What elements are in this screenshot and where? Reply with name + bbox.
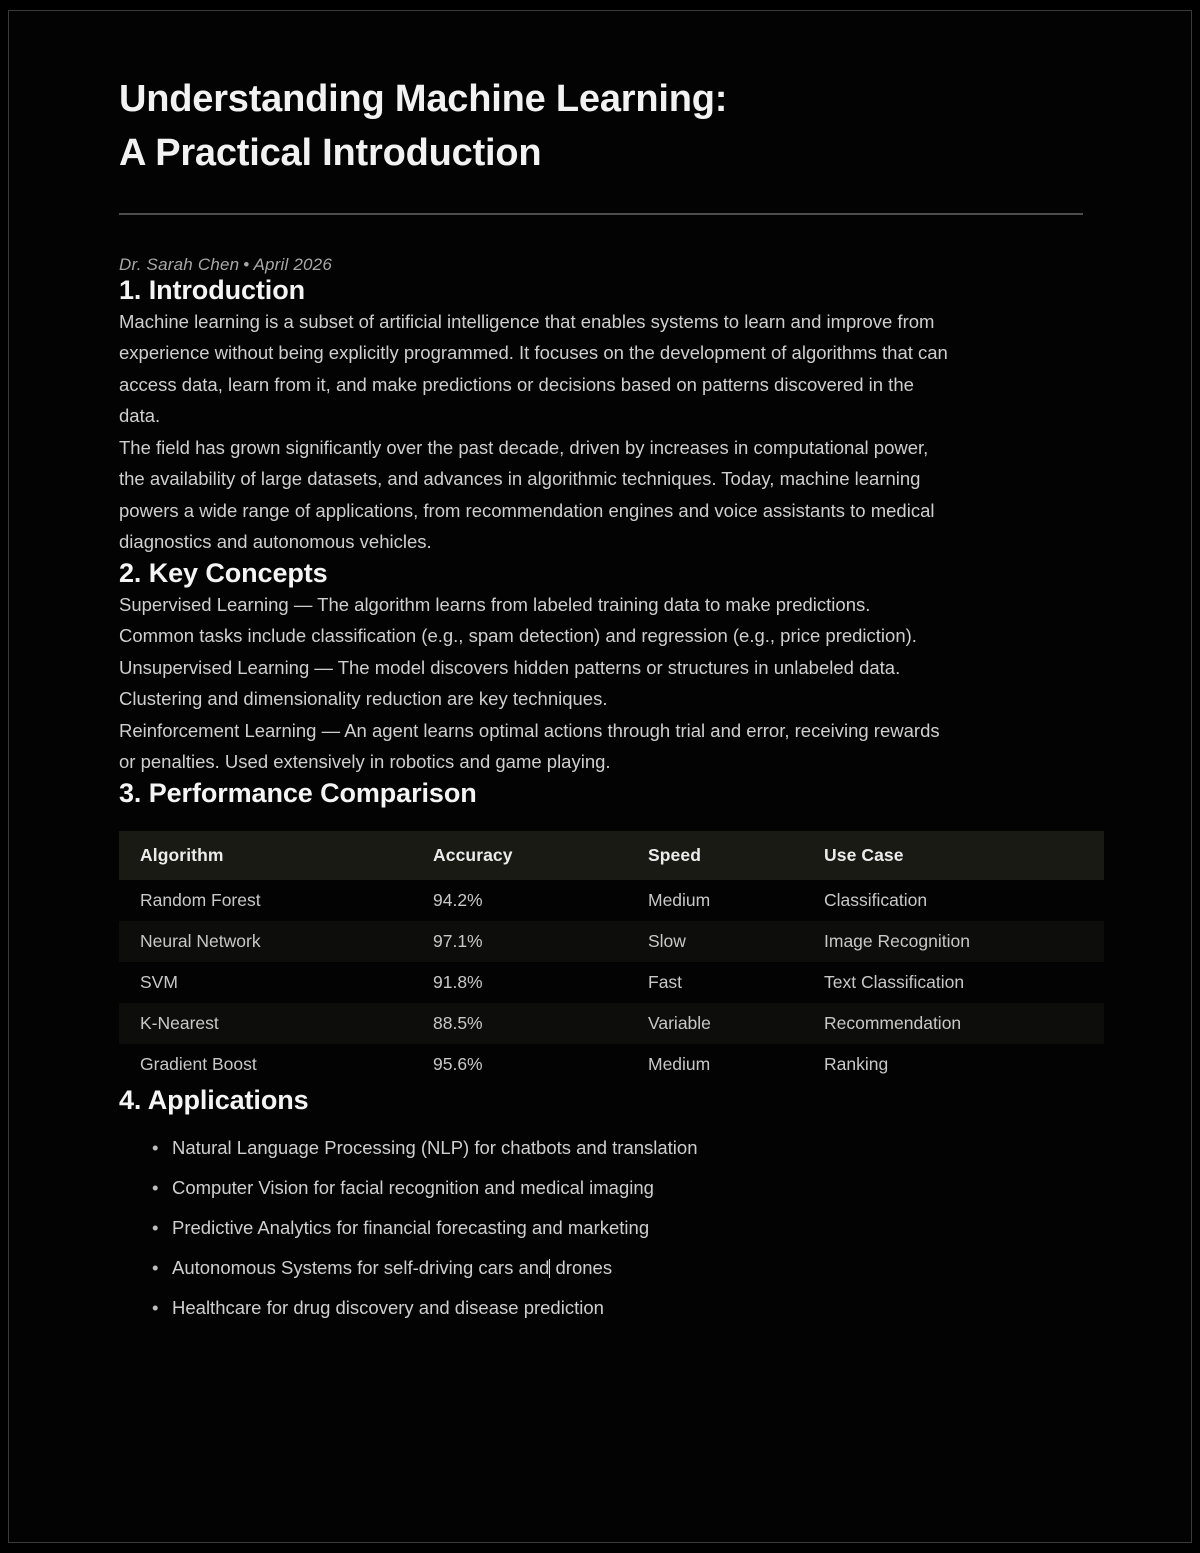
- table-row: [119, 962, 1104, 1003]
- cell-accuracy: 88.5%: [433, 1003, 648, 1044]
- table-header: [119, 831, 1104, 880]
- table-body: [119, 880, 1104, 1085]
- performance-table: [119, 831, 1104, 1085]
- concept-reinforcement-learning: Reinforcement Learning — An agent learns optimal actions through trial and error, receiving rewards or penalties. Used extensively in robotics and game playing.: [119, 719, 940, 773]
- table-column-header-algorithm: Algorithm: [119, 831, 433, 880]
- cell-use-case: Classification: [824, 889, 928, 910]
- table-column-header-accuracy: Accuracy: [433, 831, 648, 880]
- list-item-label: Computer Vision for facial recognition and medical imaging: [172, 1176, 654, 1198]
- table-header-row: [119, 831, 1104, 880]
- cell-algorithm: SVM: [140, 971, 178, 992]
- bullet-icon: •: [152, 1136, 159, 1158]
- concept-supervised-learning: Supervised Learning — The algorithm learns from labeled training data to make predictions. Common tasks include classification (e.g., spam detection) and regression (e.g., price prediction).: [119, 593, 917, 647]
- cell-accuracy: 94.2%: [433, 889, 483, 910]
- cell-accuracy: 91.8%: [433, 971, 483, 992]
- intro-paragraph-1: Machine learning is a subset of artificial intelligence that enables systems to learn and improve from experience without being explicitly programmed. It focuses on the development of algorithms that can access data, learn from it, and make predictions or decisions based on patterns discovered in the data.: [119, 310, 948, 427]
- table-column-header-speed: Speed: [648, 831, 824, 880]
- heading-introduction: 1. Introduction: [119, 274, 305, 305]
- list-item: [119, 1136, 1083, 1160]
- page-title-line-1: Understanding Machine Learning:: [119, 78, 728, 120]
- byline-date: April 2026: [253, 254, 332, 274]
- byline: [119, 255, 1083, 275]
- cell-algorithm: Random Forest: [140, 889, 261, 910]
- list-item-label-before-caret: Autonomous Systems for self-driving cars and: [172, 1256, 550, 1278]
- table-row: [119, 921, 1104, 962]
- byline-author: Dr. Sarah Chen: [119, 254, 240, 274]
- intro-paragraph-2: The field has grown significantly over the past decade, driven by increases in computational power, the availability of large datasets, and advances in algorithmic techniques. Today, machine learning powers a wide range of applications, from recommendation engines and voice assistants to medical diagnostics and autonomous vehicles.: [119, 436, 935, 553]
- table-column-header-use-case: Use Case: [824, 831, 1104, 880]
- cell-speed: Medium: [648, 1053, 711, 1074]
- cell-use-case: Ranking: [824, 1053, 889, 1074]
- table-row: [119, 1003, 1104, 1044]
- list-item: [119, 1216, 1083, 1240]
- list-item-editing[interactable]: [119, 1256, 1083, 1280]
- heading-applications: 4. Applications: [119, 1084, 309, 1115]
- cell-use-case: Recommendation: [824, 1003, 1104, 1044]
- cell-algorithm: Neural Network: [119, 921, 433, 962]
- bullet-icon: •: [152, 1296, 159, 1318]
- table-row: [119, 880, 1104, 921]
- cell-algorithm: K-Nearest: [119, 1003, 433, 1044]
- list-item-label-after-caret: drones: [550, 1256, 613, 1278]
- list-item: [119, 1176, 1083, 1200]
- page-title-line-2: A Practical Introduction: [119, 131, 542, 174]
- cell-algorithm: Gradient Boost: [140, 1053, 257, 1074]
- list-item-label: Healthcare for drug discovery and disease prediction: [172, 1296, 604, 1318]
- table-row: [119, 1044, 1104, 1085]
- bullet-icon: •: [152, 1256, 159, 1278]
- cell-accuracy: 97.1%: [433, 921, 648, 962]
- heading-key-concepts: 2. Key Concepts: [119, 557, 328, 588]
- document-page: [8, 10, 1192, 1543]
- cell-speed: Variable: [648, 1003, 824, 1044]
- concept-unsupervised-learning: Unsupervised Learning — The model discovers hidden patterns or structures in unlabeled data. Clustering and dimensionality reduction are key techniques.: [119, 656, 901, 710]
- cell-speed: Slow: [648, 921, 824, 962]
- title-divider: [119, 213, 1083, 215]
- bullet-icon: •: [152, 1216, 159, 1238]
- document-body: [119, 73, 1083, 1336]
- list-item-label: Natural Language Processing (NLP) for chatbots and translation: [172, 1136, 698, 1158]
- cell-use-case: Image Recognition: [824, 921, 1104, 962]
- cell-accuracy: 95.6%: [433, 1053, 483, 1074]
- list-item: [119, 1296, 1083, 1320]
- cell-use-case: Text Classification: [824, 971, 965, 992]
- cell-speed: Fast: [648, 971, 683, 992]
- heading-performance-comparison: 3. Performance Comparison: [119, 777, 477, 808]
- page-title: [119, 73, 1083, 181]
- byline-separator: •: [243, 254, 250, 274]
- list-item-label: Predictive Analytics for financial forecasting and marketing: [172, 1216, 650, 1238]
- cell-speed: Medium: [648, 889, 711, 910]
- applications-list: [119, 1136, 1083, 1320]
- bullet-icon: •: [152, 1176, 159, 1198]
